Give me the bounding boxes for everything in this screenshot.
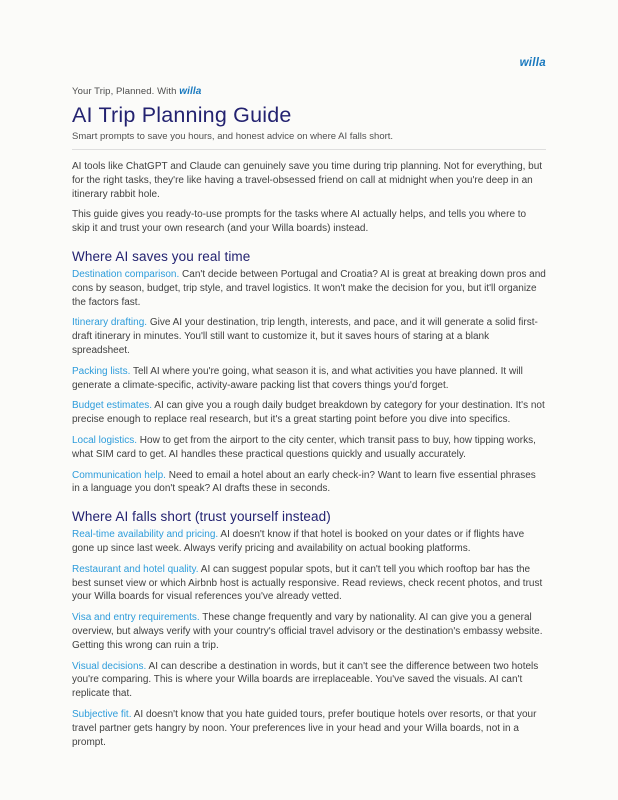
item-text: Tell AI where you're going, what season it is, and what activities you have planned. It will generate a climate-specific, activity-aware packing list that covers things you'd forget. bbox=[72, 365, 523, 391]
guide-item-packing-lists bbox=[72, 365, 546, 393]
guide-item-visa-entry-requirements bbox=[72, 611, 546, 652]
tagline-text: Your Trip, Planned. With bbox=[72, 86, 180, 97]
guide-item-local-logistics bbox=[72, 434, 546, 462]
item-text: AI can give you a rough daily budget breakdown by category for your destination. It's not precise enough to replace real research, but it's a great starting point before you dive into specifics. bbox=[72, 400, 545, 426]
item-lead-link[interactable]: Communication help. bbox=[72, 469, 166, 481]
item-lead-link[interactable]: Visa and entry requirements. bbox=[72, 612, 200, 624]
item-lead-link[interactable]: Restaurant and hotel quality. bbox=[72, 563, 199, 575]
guide-item-subjective-fit bbox=[72, 708, 546, 749]
item-lead-link[interactable]: Local logistics. bbox=[72, 434, 138, 446]
guide-item-itinerary-drafting bbox=[72, 316, 546, 357]
item-lead-link[interactable]: Destination comparison. bbox=[72, 268, 180, 280]
item-text: AI doesn't know that you hate guided tours, prefer boutique hotels over resorts, or that your travel partner gets hangry by noon. Your preferences live in your head and your Willa boards, not in a prompt. bbox=[72, 708, 537, 748]
item-text: Give AI your destination, trip length, interests, and pace, and it will generate a solid first-draft itinerary in minutes. You'll still want to customize it, but it saves hours of staring at a blank spreadsheet. bbox=[72, 317, 538, 356]
item-lead-link[interactable]: Packing lists. bbox=[72, 365, 131, 377]
guide-item-realtime-availability-pricing bbox=[72, 528, 546, 556]
item-text: How to get from the airport to the city center, which transit pass to buy, how tipping works, what SIM card to get. AI handles these practical questions quickly and usually accurately. bbox=[72, 434, 536, 460]
item-text: AI can describe a destination in words, but it can't see the difference between two hotels you're comparing. This is where your Willa boards are irreplaceable. You've saved the visuals. AI can't replicate that. bbox=[72, 660, 539, 700]
item-lead-link[interactable]: Real-time availability and pricing. bbox=[72, 529, 219, 541]
item-lead-link[interactable]: Itinerary drafting. bbox=[72, 317, 148, 329]
item-lead-link[interactable]: Subjective fit. bbox=[72, 708, 132, 720]
guide-item-budget-estimates bbox=[72, 399, 546, 427]
section-heading-ai-falls-short: Where AI falls short (trust yourself instead) bbox=[72, 509, 331, 525]
guide-item-communication-help bbox=[72, 469, 546, 497]
page-title: AI Trip Planning Guide bbox=[72, 103, 292, 127]
item-text: AI doesn't know if that hotel is booked on your dates or if flights have gone up since last week. Always verify pricing and availability on actual booking platforms. bbox=[72, 529, 525, 554]
willa-logo: willa bbox=[519, 57, 546, 69]
item-text: Can't decide between Portugal and Croatia? AI is great at breaking down pros and cons by season, budget, trip style, and travel logistics. It won't make the decision for you, but it'll organize the factors fast. bbox=[72, 268, 546, 308]
guide-item-restaurant-hotel-quality bbox=[72, 563, 546, 604]
item-lead-link[interactable]: Budget estimates. bbox=[72, 400, 153, 412]
tagline-brand: willa bbox=[179, 86, 202, 97]
guide-item-destination-comparison bbox=[72, 268, 546, 309]
header-logo-row bbox=[72, 53, 546, 69]
tagline bbox=[72, 86, 546, 97]
intro-paragraph: This guide gives you ready-to-use prompts for the tasks where AI actually helps, and tells you where to skip it and trust your own research (and your Willa boards) instead. bbox=[72, 209, 527, 235]
page-subtitle: Smart prompts to save you hours, and honest advice on where AI falls short. bbox=[72, 131, 394, 142]
item-text: These change frequently and vary by nationality. AI can give you a general overview, but always verify with your country's official travel advisory or the destination's embassy website. Getting this wrong can ruin a trip. bbox=[72, 612, 543, 651]
item-text: Need to email a hotel about an early check-in? Want to learn five essential phrases in a language you don't speak? AI drafts these in seconds. bbox=[72, 469, 536, 495]
item-lead-link[interactable]: Visual decisions. bbox=[72, 660, 147, 672]
item-text: AI can suggest popular spots, but it can't tell you which rooftop bar has the best sunset view or which Airbnb host is actually responsive. Read reviews, check recent photos, and trust your Willa boards for visual references you've already vetted. bbox=[72, 563, 543, 603]
section-heading-ai-saves-time: Where AI saves you real time bbox=[72, 248, 251, 264]
divider bbox=[72, 149, 546, 150]
guide-item-visual-decisions bbox=[72, 660, 546, 701]
intro-paragraph: AI tools like ChatGPT and Claude can genuinely save you time during trip planning. Not for everything, but for the right tasks, they're like having a travel-obsessed friend on call at midnight when you're deep in an itinerary rabbit hole. bbox=[72, 161, 543, 200]
